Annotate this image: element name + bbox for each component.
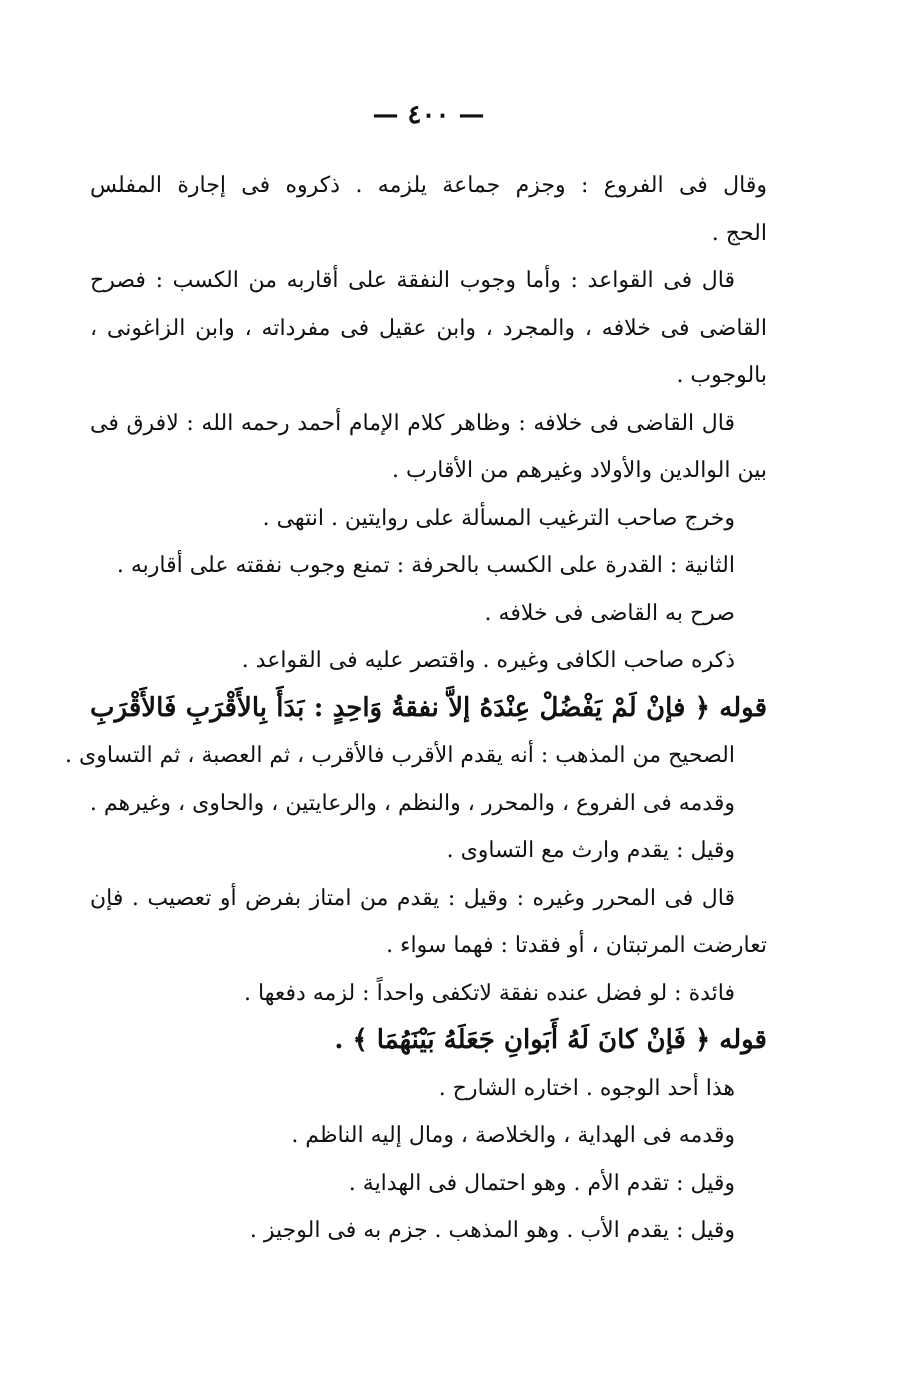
text-line: وخرج صاحب الترغيب المسألة على روايتين . انتهى .: [262, 505, 735, 531]
text-line: وقدمه فى الفروع ، والمحرر ، والنظم ، والرعايتين ، والحاوى ، وغيرهم .: [89, 790, 735, 816]
text-line: تعارضت المرتبتان ، أو فقدتا : فهما سواء .: [386, 933, 767, 958]
text-line: وقدمه فى الهداية ، والخلاصة ، ومال إليه الناظم .: [291, 1123, 735, 1148]
quoted-matn-line: قوله ﴿ فَإنْ كانَ لَهُ أَبَوانِ جَعَلَهُ بَيْنَهُمَا ﴾ .: [334, 1025, 767, 1055]
text-line: قال فى المحرر وغيره : وقيل : يقدم من امتاز بفرض أو تعصيب . فإن: [90, 885, 735, 911]
book-page: [65, 0, 767, 1378]
quoted-matn-line: قوله ﴿ فإنْ لَمْ يَفْضُلْ عِنْدَهُ إلاَّ نفقةُ وَاحِدٍ : بَدَأَ بِالأَقْرَبِ فَالأَقْرَبِ: [90, 692, 767, 723]
text-line: القاضى فى خلافه ، والمجرد ، وابن عقيل فى مفرداته ، وابن الزاغونى ،: [90, 315, 767, 341]
text-line: وقيل : يقدم وارث مع التساوى .: [446, 838, 735, 863]
body-text: [65, 162, 767, 1255]
text-line: بين الوالدين والأولاد وغيرهم من الأقارب .: [391, 458, 767, 483]
text-line: فائدة : لو فضل عنده نفقة لاتكفى واحداً : لزمه دفعها .: [244, 980, 735, 1006]
text-line: صرح به القاضى فى خلافه .: [484, 600, 735, 626]
page-number: — ٤٠٠ —: [372, 100, 485, 130]
text-line: بالوجوب .: [676, 363, 767, 388]
text-line: وقيل : يقدم الأب . وهو المذهب . جزم به فى الوجيز .: [249, 1218, 735, 1243]
text-line: الحج .: [711, 220, 767, 246]
text-line: قال فى القواعد : وأما وجوب النفقة على أقاربه من الكسب : فصرح: [90, 268, 735, 293]
text-line: ذكره صاحب الكافى وغيره . واقتصر عليه فى القواعد .: [241, 648, 735, 673]
text-line: وقيل : تقدم الأم . وهو احتمال فى الهداية .: [348, 1170, 735, 1196]
text-line: هذا أحد الوجوه . اختاره الشارح .: [438, 1075, 735, 1101]
text-line: الثانية : القدرة على الكسب بالحرفة : تمنع وجوب نفقته على أقاربه .: [116, 553, 735, 578]
text-line: الصحيح من المذهب : أنه يقدم الأقرب فالأقرب ، ثم العصبة ، ثم التساوى .: [65, 743, 735, 768]
text-line: قال القاضى فى خلافه : وظاهر كلام الإمام أحمد رحمه الله : لافرق فى: [90, 410, 735, 436]
text-line: وقال فى الفروع : وجزم جماعة يلزمه . ذكروه فى إجارة المفلس: [90, 173, 767, 198]
